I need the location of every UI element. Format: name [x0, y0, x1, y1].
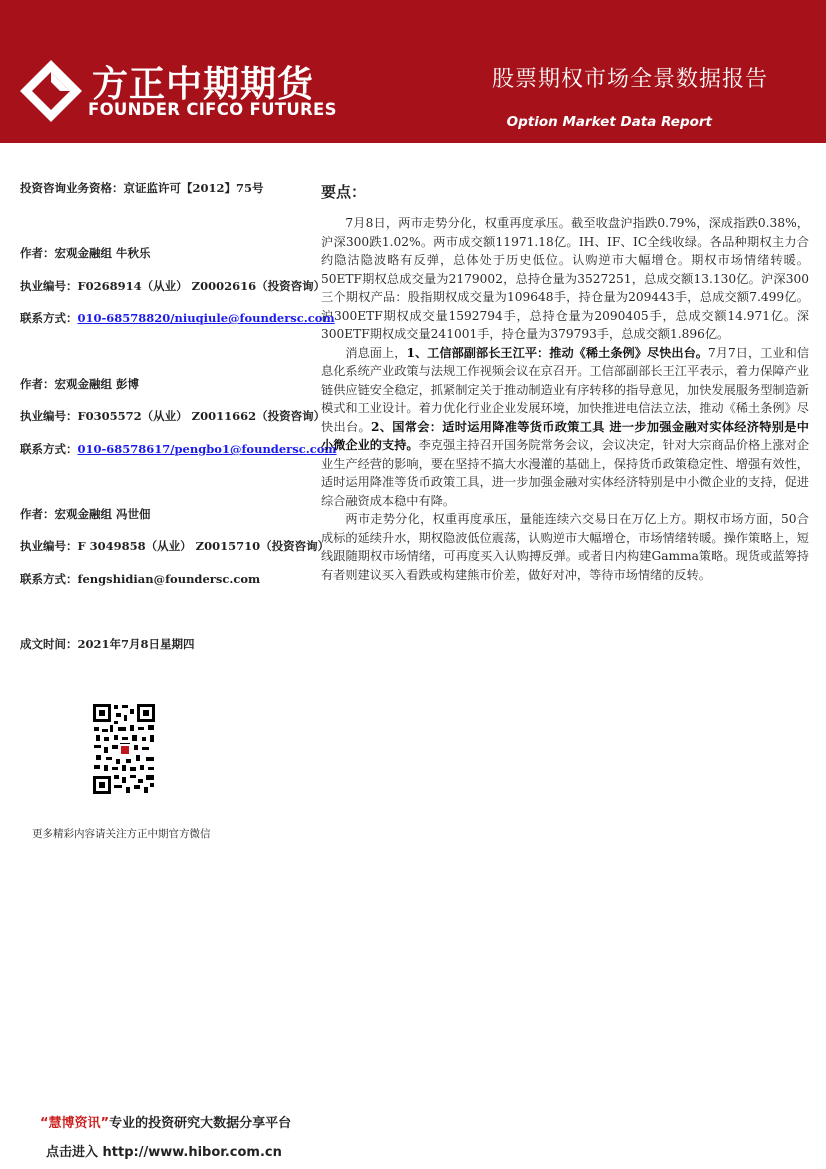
- author-contact-link[interactable]: 010-68578820/niuqiule@foundersc.com: [77, 311, 335, 325]
- news-headline-2: 2、国常会：适时运用降准等货币政策工具 进一步加强金融对实体经济特别是中小微企业的支持。: [321, 419, 809, 452]
- founder-logo-icon: [18, 58, 84, 124]
- key-points-heading: 要点：: [321, 183, 367, 201]
- author-contact-link[interactable]: 010-68578617/pengbo1@foundersc.com: [77, 442, 337, 456]
- author-contact: [20, 441, 337, 457]
- footer-slogan-text: 专业的投资研究大数据分享平台: [109, 1116, 292, 1131]
- footer-link[interactable]: 点击进入 http://www.hibor.com.cn: [46, 1145, 282, 1160]
- author-contact: [20, 310, 335, 326]
- news-body-2: 李克强主持召开国务院常务会议，会议决定，针对大宗商品价格上涨对企业生产经营的影响，要在坚持不搞大水漫灌的基础上，保持货币政策稳定性、增强有效性，适时运用降准等货币政策工具，进一步加强金融对实体经济特别是中小微企业的支持，促进综合融资成本稳中有降。: [321, 438, 810, 508]
- news-body-1: 7月7日，工业和信息化系统产业政策与法规工作视频会议在京召开。工信部副部长王江平表示，着力保障产业链供应链安全稳定，抓紧制定关于推动制造业有序转移的指导意见，加快发展服务型制造新模式和工业设计。着力优化行业企业发展环境，加快推进电信法立法，推动《稀土条例》尽快出台。: [321, 345, 810, 434]
- contact-label: 联系方式：: [20, 311, 78, 325]
- news-lead: 消息面上，: [345, 345, 407, 360]
- logo-english-name: FOUNDER CIFCO FUTURES: [88, 100, 337, 119]
- author-name: 作者：宏观金融组 彭博: [20, 377, 140, 391]
- author-registration: 执业编号：F0268914（从业） Z0002616（投资咨询）: [20, 279, 326, 293]
- qr-caption: 更多精彩内容请关注方正中期官方微信: [32, 828, 211, 840]
- news-paragraph: [321, 344, 809, 511]
- author-contact-email: fengshidian@foundersc.com: [77, 572, 261, 586]
- wechat-qr-code-icon: [92, 703, 156, 795]
- strategy-paragraph: 两市走势分化，权重再度承压，量能连续六交易日在万亿上方。期权市场方面，50合成标的延续升水，期权隐波低位震荡，认购逆市大幅增仓，市场情绪转暖。操作策略上，短线跟随期权市场情绪，可再度买入认购搏反弹。或者日内构建Gamma策略。现货或蓝筹持有者则建议买入看跌或构建熊市价差，做好对冲，等待市场情绪的反转。: [321, 512, 809, 582]
- license-info: 投资咨询业务资格：京证监许可【2012】75号: [20, 181, 264, 195]
- author-contact: [20, 571, 260, 587]
- author-registration: 执业编号：F0305572（从业） Z0011662（投资咨询）: [20, 409, 326, 423]
- author-name: 作者：宏观金融组 牛秋乐: [20, 246, 151, 260]
- main-content: [321, 181, 809, 584]
- report-header: [0, 0, 826, 143]
- news-headline-1: 1、工信部副部长王江平：推动《稀土条例》尽快出台。: [406, 345, 708, 360]
- author-registration: 执业编号：F 3049858（从业） Z0015710（投资咨询）: [20, 539, 330, 553]
- footer-slogan: [40, 1112, 291, 1131]
- report-subtitle: Option Market Data Report: [506, 114, 712, 130]
- market-summary-paragraph: 7月8日，两市走势分化，权重再度承压。截至收盘沪指跌0.79%，深成指跌0.38%，沪深300跌1.02%。两市成交额11971.18亿。IH、IF、IC全线收绿。各品种期权主力合约隐沽隐波略有反弹，总体处于历史低位。认购逆市大幅增仓。期权市场情绪转暖。50ETF期权总成交量为2179002，总持仓量为3527251，总成交额13.130亿。沪深300三个期权产品：股指期权成交量为109648手，持仓量为209443手，总成交额7.499亿。沪300ETF期权成交量1592794手，总持仓量为2090405手，总成交额14.971亿。深300ETF期权成交量241001手，持仓量为379793手，总成交额1.896亿。: [321, 216, 809, 341]
- report-title: 股票期权市场全景数据报告: [491, 67, 768, 92]
- report-date: 成文时间：2021年7月8日星期四: [20, 637, 195, 651]
- logo-chinese-name: 方正中期期货: [92, 64, 315, 105]
- footer-brand: “慧博资讯”: [40, 1116, 110, 1131]
- author-name: 作者：宏观金融组 冯世佃: [20, 507, 151, 521]
- contact-label: 联系方式：: [20, 572, 78, 586]
- contact-label: 联系方式：: [20, 442, 78, 456]
